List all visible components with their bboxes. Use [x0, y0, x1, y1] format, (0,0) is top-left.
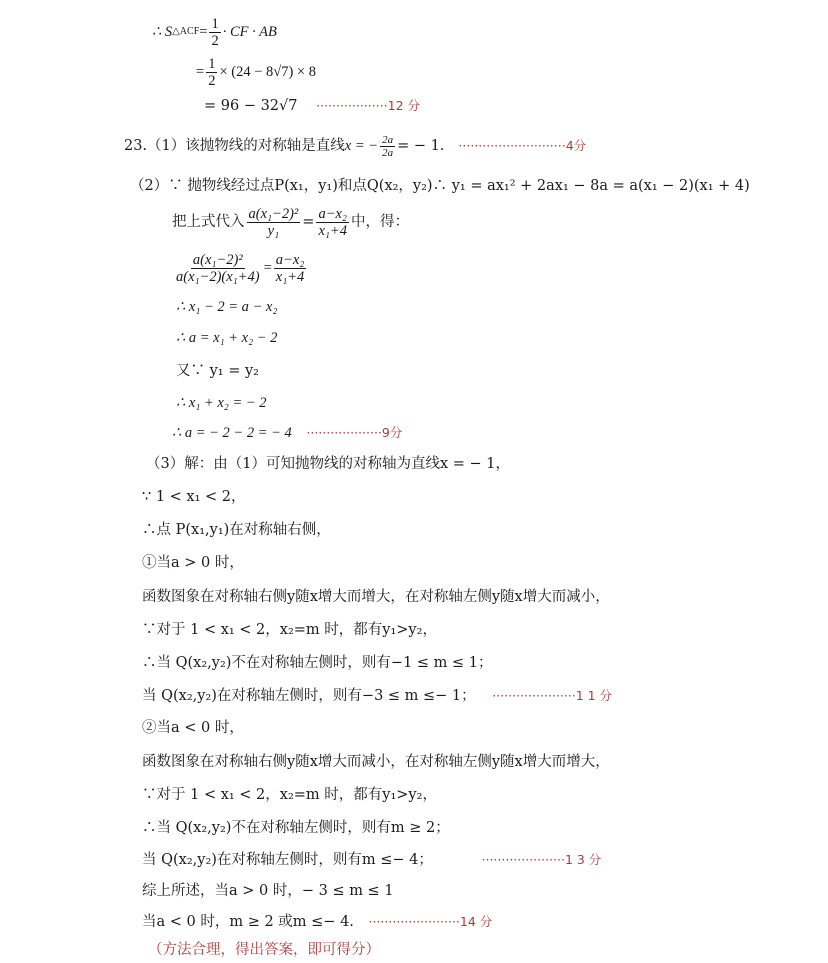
fraction-denominator: 2: [211, 32, 219, 49]
axis-math: x = −: [344, 138, 379, 154]
fraction-denominator: x₁+4: [318, 222, 347, 239]
equals-sign: =: [196, 64, 205, 80]
part1-text: 23.（1）该抛物线的对称轴是直线: [124, 138, 345, 154]
step-line: [142, 620, 437, 640]
formula-prefix: ∴ S: [152, 24, 173, 40]
area-substitution-line: [196, 54, 316, 90]
step-text: ∴ a = − 2 − 2 = − 4: [172, 425, 292, 441]
part2-text: （2）∵ 抛物线经过点P(x₁，y₁)和点Q(x₂，y₂)∴ y₁ = ax₁² + 2ax₁ − 8a = a(x₁ − 2)(x₁ + 4): [130, 178, 750, 194]
step-text: ∴当 Q(x₂,y₂)不在对称轴左侧时，则有m ≥ 2；: [142, 820, 450, 836]
step-line: [176, 328, 277, 348]
fraction-numerator: 1: [208, 55, 216, 72]
fraction-denominator: x₁+4: [275, 268, 305, 285]
score-mark: ·······················14 分: [368, 914, 493, 929]
step-line: [142, 686, 612, 706]
fraction-numerator: 2a: [382, 133, 394, 146]
step-line: [142, 587, 610, 607]
equals-sign: =: [199, 24, 208, 40]
right-fraction: [316, 206, 349, 239]
step-line: [142, 653, 493, 673]
score-mark: ···························4分: [458, 138, 587, 153]
step-text: 当a < 0 时，m ≥ 2 或m ≤− 4.: [142, 914, 354, 930]
fraction-denominator: 2: [208, 72, 216, 89]
step-text: ∴点 P(x₁,y₁)在对称轴右侧，: [142, 522, 331, 538]
step-line: [142, 487, 246, 507]
fraction-denominator: 2a: [382, 146, 394, 159]
q23-part1-line: [124, 132, 586, 160]
area-formula-line: [152, 14, 277, 50]
step-text: 当 Q(x₂,y₂)在对称轴左侧时，则有m ≤− 4；: [142, 852, 433, 868]
step-line: [142, 912, 492, 932]
fraction-denominator: y₁: [267, 222, 280, 239]
score-mark: ···················9分: [306, 425, 403, 440]
grading-note: [148, 940, 380, 960]
score-mark: ··················12 分: [316, 98, 421, 113]
substitute-suffix: 中，得：: [350, 214, 409, 230]
fraction-denominator: a(x₁−2)(x₁+4): [176, 268, 260, 285]
part3-intro: [146, 454, 510, 474]
step-line: [142, 818, 450, 838]
step-line: [142, 850, 601, 870]
step-text: ②当a < 0 时，: [142, 720, 244, 736]
formula-suffix: · CF · AB: [222, 24, 277, 40]
step-text: 函数图象在对称轴右侧y随x增大而减小，在对称轴左侧y随x增大而增大，: [142, 754, 610, 770]
half-fraction: [209, 16, 220, 49]
area-result-line: [204, 96, 420, 116]
score-mark: ·····················1 3 分: [481, 852, 602, 867]
axis-fraction: [380, 134, 395, 159]
score-mark: ·····················1 1 分: [492, 688, 613, 703]
step-line: [142, 718, 244, 738]
step-text: ∵对于 1 < x₁ < 2，x₂=m 时，都有y₁>y₂，: [142, 622, 437, 638]
fraction-numerator: a(x₁−2)²: [192, 251, 243, 268]
left-fraction: [247, 206, 301, 239]
area-result: = 96 − 32√7: [204, 98, 298, 114]
triangle-subscript: △ACF: [172, 26, 200, 37]
substitute-line: [172, 202, 409, 242]
step-text: ∵对于 1 < x₁ < 2，x₂=m 时，都有y₁>y₂，: [142, 787, 437, 803]
step-line: [142, 785, 437, 805]
step-text: ∵ 1 < x₁ < 2，: [142, 489, 246, 505]
step-text: 函数图象在对称轴右侧y随x增大而增大，在对称轴左侧y随x增大而减小，: [142, 589, 610, 605]
step-line: [142, 752, 610, 772]
step-text: 当 Q(x₂,y₂)在对称轴左侧时，则有−3 ≤ m ≤− 1；: [142, 688, 476, 704]
step-text: 又∵ y₁ = y₂: [176, 363, 259, 379]
formula-suffix: × (24 − 8√7) × 8: [219, 64, 316, 80]
axis-value: = − 1.: [397, 138, 445, 154]
right-fraction: [274, 252, 307, 285]
step-line: [172, 423, 402, 443]
step-text: ∴ x₁ + x₂ = − 2: [176, 395, 267, 411]
equals-sign: =: [302, 214, 315, 230]
step-text: ∴ x₁ − 2 = a − x₂: [176, 299, 278, 315]
fraction-numerator: 1: [211, 15, 219, 32]
step-text: ∴ a = x₁ + x₂ − 2: [176, 330, 278, 346]
step-line: [176, 361, 259, 381]
step-line: [142, 881, 394, 901]
half-fraction: [206, 56, 217, 89]
step-text: （3）解：由（1）可知抛物线的对称轴为直线x = − 1，: [146, 456, 510, 472]
left-fraction: [174, 252, 262, 285]
fraction-numerator: a−x₂: [318, 205, 347, 222]
fraction-equation-line: [172, 248, 308, 288]
fraction-numerator: a−x₂: [275, 251, 305, 268]
equals-sign: =: [263, 260, 272, 276]
fraction-numerator: a(x₁−2)²: [248, 205, 299, 222]
step-line: [142, 520, 331, 540]
step-line: [176, 393, 267, 413]
step-text: ∴当 Q(x₂,y₂)不在对称轴左侧时，则有−1 ≤ m ≤ 1；: [142, 655, 493, 671]
substitute-text: 把上式代入: [172, 214, 245, 230]
q23-part2-intro: [130, 176, 750, 196]
step-text: ①当a > 0 时，: [142, 555, 244, 571]
note-text: （方法合理，得出答案，即可得分）: [148, 942, 380, 958]
step-text: 综上所述，当a > 0 时，− 3 ≤ m ≤ 1: [142, 883, 394, 899]
step-line: [142, 553, 244, 573]
step-line: [176, 297, 277, 317]
